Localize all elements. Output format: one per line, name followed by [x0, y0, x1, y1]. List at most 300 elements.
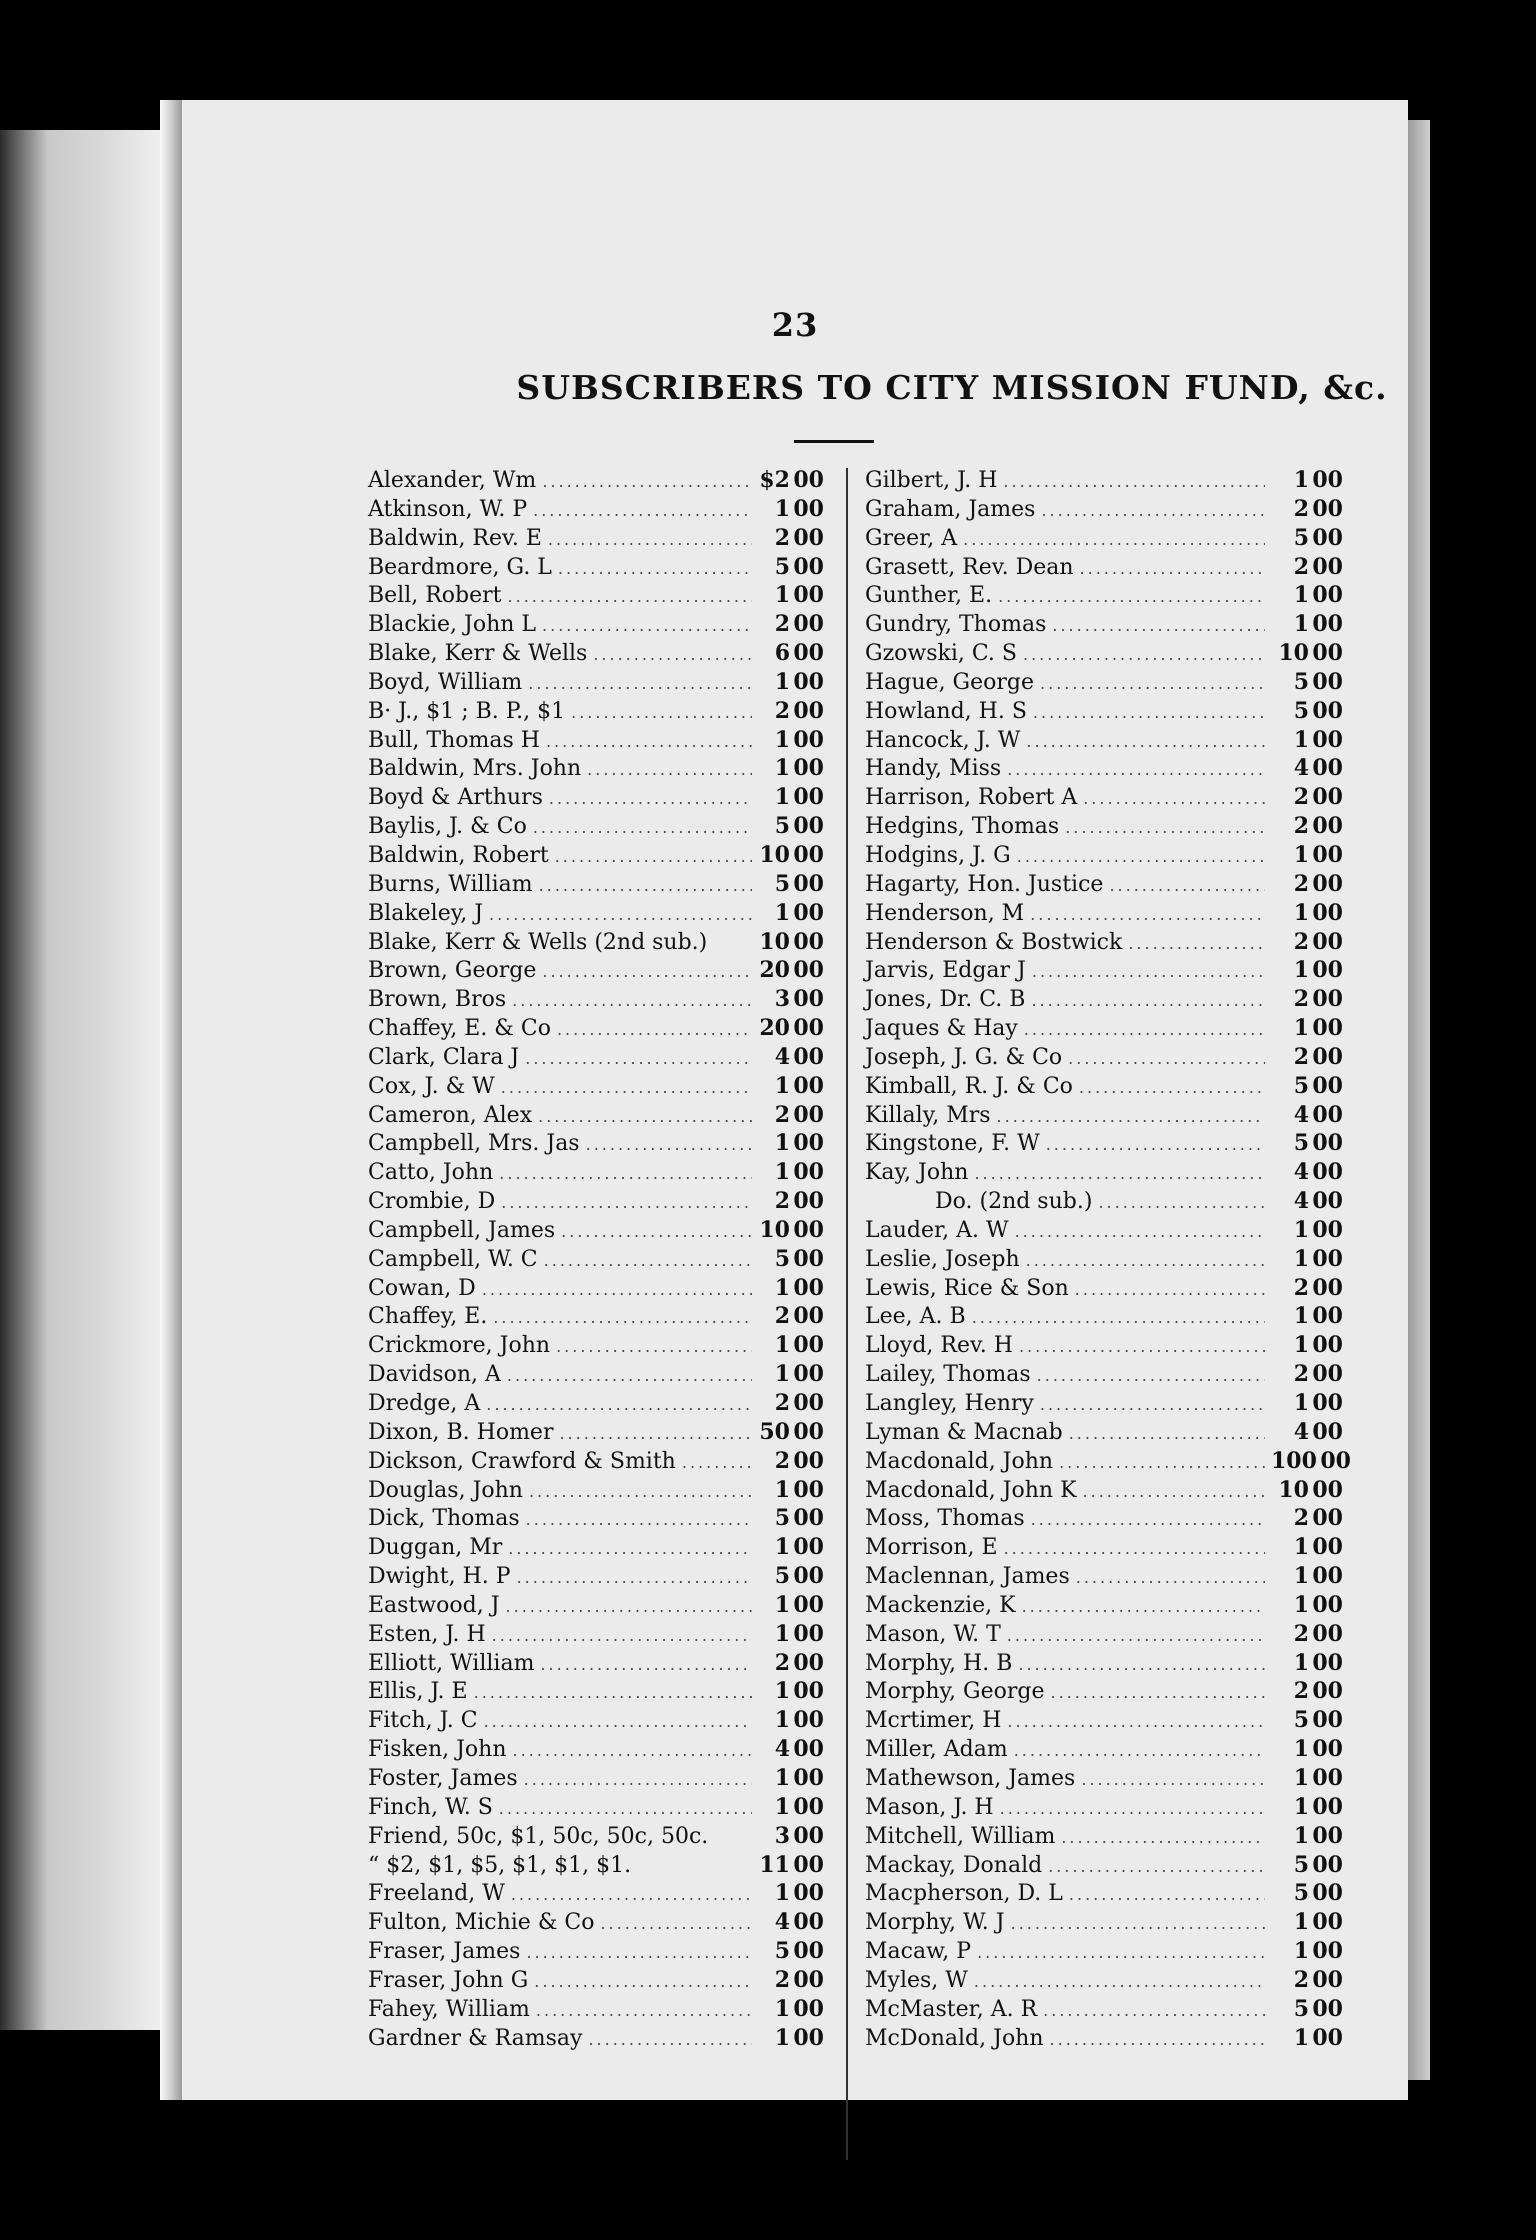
amount-dollars: 1	[1293, 957, 1309, 984]
amount-dollars: 5	[1293, 1851, 1309, 1878]
leader-dots	[1043, 1997, 1265, 2026]
amount-dollars: 5	[1293, 1995, 1309, 2022]
subscriber-name: Morphy, H. B	[865, 1650, 1013, 1676]
amount-dollars: 10	[759, 1216, 790, 1243]
leader-dots	[508, 583, 752, 612]
subscription-amount	[1271, 1274, 1343, 1303]
leader-dots	[493, 1304, 752, 1333]
amount-dollars: 1	[774, 1793, 790, 1820]
amount-dollars: 10	[1278, 640, 1309, 667]
amount-cents: 00	[1312, 1591, 1343, 1618]
amount-dollars: 5	[1293, 697, 1309, 724]
subscription-amount	[758, 581, 824, 610]
subscriber-name: Campbell, James	[368, 1217, 556, 1243]
amount-cents: 00	[1312, 1159, 1343, 1186]
leader-dots	[474, 1679, 752, 1708]
amount-dollars: 1	[774, 1274, 790, 1301]
amount-cents: 00	[1312, 582, 1343, 609]
amount-cents: 00	[1312, 928, 1343, 955]
subscriber-row	[865, 1591, 1343, 1620]
subscriber-row	[865, 1620, 1343, 1649]
subscription-amount	[1271, 1677, 1343, 1706]
amount-dollars: 1	[1293, 1563, 1309, 1590]
subscriber-name: Handy, Miss	[865, 756, 1002, 782]
subscriber-name: Do. (2nd sub.)	[935, 1189, 1093, 1215]
amount-cents: 00	[1312, 1851, 1343, 1878]
leader-dots	[1061, 1824, 1265, 1853]
subscription-amount	[1271, 1937, 1343, 1966]
subscriber-name: Hodgins, J. G	[865, 842, 1011, 868]
amount-cents: 00	[1312, 640, 1343, 667]
subscription-amount	[1271, 1706, 1343, 1735]
amount-cents: 00	[793, 1216, 824, 1243]
amount-cents: 00	[793, 1332, 824, 1359]
subscriber-name: Baldwin, Mrs. John	[368, 756, 582, 782]
amount-dollars: $2	[759, 467, 790, 493]
amount-cents: 00	[1312, 1188, 1343, 1215]
leader-dots	[1068, 1045, 1265, 1074]
subscriber-row	[865, 1418, 1343, 1447]
subscriber-row	[368, 1966, 824, 1995]
amount-cents: 00	[1312, 1764, 1343, 1791]
subscriber-row	[865, 1908, 1343, 1937]
subscriber-row	[865, 524, 1343, 553]
amount-cents: 00	[1312, 1649, 1343, 1676]
subscriber-row	[368, 1764, 824, 1793]
leader-dots	[501, 1189, 752, 1218]
amount-dollars: 2	[1293, 784, 1309, 811]
leader-dots	[1069, 1420, 1265, 1449]
leader-dots	[536, 1997, 752, 2026]
subscriber-name: McMaster, A. R	[865, 1996, 1038, 2022]
amount-dollars: 5	[774, 1563, 790, 1590]
subscription-amount	[758, 2024, 824, 2053]
amount-cents: 00	[793, 611, 824, 638]
subscription-amount	[1271, 1331, 1343, 1360]
leader-dots	[1003, 468, 1265, 497]
amount-dollars: 1	[1293, 1390, 1309, 1416]
amount-cents: 00	[793, 899, 824, 926]
subscriber-row	[368, 1302, 824, 1331]
subscriber-name: Blake, Kerr & Wells (2nd sub.)	[368, 929, 708, 955]
subscriber-row	[865, 956, 1343, 985]
amount-dollars: 1	[1293, 1793, 1309, 1820]
subscriber-name: Bell, Robert	[368, 583, 502, 609]
amount-cents: 00	[1312, 841, 1343, 868]
subscriber-name: Gunther, E.	[865, 583, 993, 609]
amount-cents: 00	[1312, 1707, 1343, 1734]
title-rule	[794, 440, 874, 443]
leader-dots	[533, 814, 752, 843]
amount-dollars: 1	[1293, 467, 1309, 493]
leader-dots	[529, 1478, 752, 1507]
subscription-amount	[1271, 1129, 1343, 1158]
amount-dollars: 1	[774, 1476, 790, 1503]
amount-cents: 00	[793, 1159, 824, 1186]
leader-dots	[588, 2026, 752, 2055]
subscriber-row	[865, 1216, 1343, 1245]
amount-dollars: 100	[1271, 1447, 1317, 1474]
leader-dots	[1007, 756, 1265, 785]
subscriber-name: Hagarty, Hon. Justice	[865, 871, 1104, 897]
leader-dots	[525, 1045, 752, 1074]
subscriber-row	[368, 1562, 824, 1591]
amount-dollars: 1	[1293, 1015, 1309, 1042]
subscriber-name: Hedgins, Thomas	[865, 814, 1060, 840]
subscription-amount	[758, 1822, 824, 1851]
subscriber-name: Gzowski, C. S	[865, 641, 1017, 667]
subscriber-row	[368, 1476, 824, 1505]
subscription-amount	[1271, 1879, 1343, 1908]
leader-dots	[1007, 1708, 1265, 1737]
leader-dots	[1079, 1074, 1265, 1103]
subscriber-name: Jarvis, Edgar J	[865, 958, 1026, 984]
amount-dollars: 5	[774, 813, 790, 840]
amount-cents: 00	[793, 582, 824, 609]
subscription-amount	[758, 1043, 824, 1072]
amount-dollars: 4	[1293, 1101, 1309, 1128]
subscriber-name: Catto, John	[368, 1160, 494, 1186]
amount-dollars: 1	[774, 1678, 790, 1705]
amount-cents: 00	[793, 1966, 824, 1993]
subscription-amount	[1271, 1072, 1343, 1101]
amount-dollars: 5	[774, 1938, 790, 1965]
subscriber-name: Blake, Kerr & Wells	[368, 641, 588, 667]
amount-cents: 00	[793, 841, 824, 868]
amount-cents: 00	[1312, 467, 1343, 493]
subscriber-name: Kingstone, F. W	[865, 1131, 1040, 1157]
leader-dots	[1080, 555, 1265, 584]
leader-dots	[542, 612, 752, 641]
leader-dots	[974, 1968, 1265, 1997]
subscriber-row	[865, 754, 1343, 783]
leader-dots	[499, 1160, 752, 1189]
subscriber-name: Cameron, Alex	[368, 1102, 533, 1128]
subscription-amount	[1271, 668, 1343, 697]
subscriber-row	[368, 1418, 824, 1447]
amount-cents: 00	[1312, 1880, 1343, 1907]
subscriber-name: Lyman & Macnab	[865, 1419, 1063, 1445]
subscriber-row	[368, 2024, 824, 2053]
subscriber-row	[368, 1677, 824, 1706]
subscriber-row	[368, 639, 824, 668]
subscription-amount	[1271, 1476, 1343, 1505]
subscriber-row	[865, 1851, 1343, 1880]
amount-cents: 00	[793, 1591, 824, 1618]
subscriber-row	[368, 841, 824, 870]
subscriber-name: Fitch, J. C	[368, 1708, 478, 1734]
subscription-amount	[1271, 1735, 1343, 1764]
subscriber-name: Dredge, A	[368, 1391, 481, 1416]
subscriber-row	[865, 495, 1343, 524]
subscription-amount	[758, 1014, 824, 1043]
leader-dots	[546, 728, 752, 757]
subscriber-row	[865, 1995, 1343, 2024]
subscriber-row	[865, 639, 1343, 668]
subscriber-row	[865, 1389, 1343, 1418]
subscriber-row	[368, 812, 824, 841]
subscription-amount	[758, 754, 824, 783]
subscriber-name: Fraser, James	[368, 1939, 521, 1965]
amount-cents: 00	[1320, 1447, 1351, 1474]
subscription-amount	[758, 1245, 824, 1274]
amount-cents: 00	[1312, 1678, 1343, 1705]
amount-cents: 00	[793, 1274, 824, 1301]
amount-dollars: 50	[759, 1418, 790, 1445]
leader-dots	[513, 1737, 753, 1766]
subscriber-name: Grasett, Rev. Dean	[865, 554, 1074, 580]
subscription-amount	[1271, 870, 1343, 899]
amount-dollars: 1	[1293, 2024, 1309, 2051]
subscriber-row	[368, 1649, 824, 1678]
leader-dots	[544, 1247, 752, 1276]
subscriber-name: Alexander, Wm	[368, 468, 537, 493]
subscriber-row	[368, 783, 824, 812]
subscriber-row	[368, 985, 824, 1014]
amount-dollars: 2	[1293, 1678, 1309, 1705]
subscriber-name: Eastwood, J	[368, 1592, 500, 1618]
amount-dollars: 1	[774, 1880, 790, 1907]
subscriber-name: Morrison, E	[865, 1535, 998, 1561]
subscriber-name: Leslie, Joseph	[865, 1246, 1020, 1272]
subscription-amount	[1271, 1908, 1343, 1937]
amount-dollars: 5	[774, 870, 790, 897]
subscriber-name: Langley, Henry	[865, 1391, 1034, 1416]
subscriber-row	[368, 1879, 824, 1908]
page-edge-right	[1408, 120, 1430, 2080]
amount-dollars: 1	[1293, 1216, 1309, 1243]
subscription-amount	[1271, 985, 1343, 1014]
leader-dots	[1030, 901, 1265, 930]
leader-dots	[1083, 1478, 1265, 1507]
subscriber-name: Macaw, P	[865, 1939, 972, 1965]
subscriber-row	[368, 1158, 824, 1187]
amount-cents: 00	[793, 1505, 824, 1532]
leader-dots	[517, 1564, 752, 1593]
subscription-amount	[758, 1360, 824, 1389]
subscriber-row	[865, 1245, 1343, 1274]
subscriber-row	[368, 668, 824, 697]
subscription-amount	[1271, 524, 1343, 553]
leader-dots	[1109, 872, 1265, 901]
amount-dollars: 2	[774, 1303, 790, 1330]
subscription-amount	[1271, 581, 1343, 610]
document-page	[182, 100, 1408, 2100]
subscriber-name: Maclennan, James	[865, 1564, 1070, 1590]
subscriber-name: Clark, Clara J	[368, 1044, 520, 1070]
leader-dots	[977, 1939, 1265, 1968]
amount-dollars: 3	[774, 1822, 790, 1849]
amount-cents: 00	[793, 1418, 824, 1445]
subscription-amount	[1271, 553, 1343, 582]
amount-cents: 00	[793, 726, 824, 753]
amount-dollars: 2	[774, 1447, 790, 1474]
subscriber-name: Beardmore, G. L	[368, 554, 552, 580]
subscriber-name: Dick, Thomas	[368, 1506, 520, 1532]
leader-dots	[1015, 1218, 1265, 1247]
subscription-amount	[758, 1476, 824, 1505]
amount-cents: 00	[1312, 1101, 1343, 1128]
amount-cents: 00	[1312, 1072, 1343, 1099]
subscriber-row	[865, 1129, 1343, 1158]
subscription-amount	[758, 1418, 824, 1447]
amount-cents: 00	[1312, 524, 1343, 551]
subscription-amount	[1271, 697, 1343, 726]
subscriber-name: Ellis, J. E	[368, 1679, 468, 1705]
leader-dots	[1076, 1564, 1265, 1593]
subscriber-name: Mcrtimer, H	[865, 1708, 1002, 1734]
subscriber-row	[865, 1937, 1343, 1966]
subscriber-row	[368, 1072, 824, 1101]
leader-dots	[559, 1420, 752, 1449]
amount-dollars: 2	[1293, 1505, 1309, 1532]
subscriber-name: Chaffey, E. & Co	[368, 1016, 551, 1042]
subscriber-row	[865, 870, 1343, 899]
amount-dollars: 1	[774, 1159, 790, 1186]
subscriber-name: Mackay, Donald	[865, 1852, 1043, 1878]
subscriber-row	[865, 466, 1343, 495]
subscriber-row	[368, 466, 824, 495]
leader-dots	[1018, 1651, 1265, 1680]
subscription-amount	[1271, 1043, 1343, 1072]
subscriber-name: Henderson, M	[865, 900, 1025, 926]
leader-dots	[1051, 1679, 1266, 1708]
amount-cents: 00	[1312, 1938, 1343, 1965]
subscription-amount	[1271, 1966, 1343, 1995]
subscriber-row	[865, 1966, 1343, 1995]
amount-dollars: 2	[1293, 495, 1309, 522]
leader-dots	[482, 1276, 752, 1305]
page-title: SUBSCRIBERS TO CITY MISSION FUND, &c.	[516, 368, 1388, 407]
amount-cents: 00	[793, 697, 824, 724]
amount-dollars: 5	[774, 1505, 790, 1532]
subscription-amount	[758, 1764, 824, 1793]
subscriber-name: Boyd & Arthurs	[368, 785, 543, 811]
amount-cents: 00	[1312, 1909, 1343, 1936]
amount-cents: 00	[1312, 1130, 1343, 1157]
subscriber-name: Morphy, George	[865, 1679, 1045, 1705]
subscriber-row	[865, 1706, 1343, 1735]
subscriber-row	[368, 754, 824, 783]
subscription-amount	[758, 956, 824, 985]
amount-dollars: 5	[1293, 524, 1309, 551]
subscriber-row	[368, 1735, 824, 1764]
subscriber-row	[368, 899, 824, 928]
amount-dollars: 1	[1293, 899, 1309, 926]
amount-dollars: 1	[774, 755, 790, 782]
amount-cents: 00	[1312, 784, 1343, 811]
subscriber-row	[368, 1389, 824, 1418]
subscription-amount	[758, 1677, 824, 1706]
amount-cents: 00	[1312, 668, 1343, 695]
amount-dollars: 6	[774, 640, 790, 667]
amount-cents: 00	[1312, 1245, 1343, 1272]
amount-dollars: 1	[774, 784, 790, 811]
amount-cents: 00	[793, 1736, 824, 1763]
amount-dollars: 1	[774, 1361, 790, 1388]
amount-cents: 00	[793, 784, 824, 811]
amount-dollars: 2	[774, 1649, 790, 1676]
amount-cents: 00	[1312, 1563, 1343, 1590]
subscription-amount	[758, 1851, 824, 1880]
subscriber-row	[368, 1995, 824, 2024]
subscriber-row	[368, 1274, 824, 1303]
amount-dollars: 1	[774, 1620, 790, 1647]
subscriber-row	[865, 1187, 1343, 1216]
amount-cents: 00	[793, 1764, 824, 1791]
subscriber-name: Jaques & Hay	[865, 1016, 1018, 1042]
amount-cents: 00	[1312, 1505, 1343, 1532]
amount-dollars: 5	[774, 1245, 790, 1272]
amount-cents: 00	[793, 870, 824, 897]
amount-dollars: 4	[774, 1043, 790, 1070]
amount-dollars: 2	[774, 1966, 790, 1993]
subscriber-name: Kimball, R. J. & Co	[865, 1073, 1073, 1099]
subscriber-row	[368, 1216, 824, 1245]
subscription-amount	[1271, 754, 1343, 783]
subscriber-name: Lloyd, Rev. H	[865, 1333, 1013, 1359]
subscriber-name: Crickmore, John	[368, 1333, 551, 1359]
subscription-amount	[758, 726, 824, 755]
amount-cents: 00	[1312, 1736, 1343, 1763]
subscription-amount	[758, 1995, 824, 2024]
subscriber-name: Fahey, William	[368, 1996, 530, 2022]
subscriber-row	[865, 1764, 1343, 1793]
amount-cents: 00	[1312, 495, 1343, 522]
subscription-amount	[1271, 1447, 1351, 1476]
amount-dollars: 2	[1293, 1966, 1309, 1993]
facing-page-edge	[0, 130, 160, 2030]
subscription-amount	[1271, 1187, 1343, 1216]
amount-cents: 00	[1312, 1303, 1343, 1330]
subscription-amount	[758, 495, 824, 524]
leader-dots	[1031, 1506, 1265, 1535]
amount-cents: 00	[793, 668, 824, 695]
leader-dots	[682, 1449, 752, 1478]
subscription-amount	[758, 466, 824, 495]
subscriber-name: Dixon, B. Homer	[368, 1419, 554, 1445]
amount-cents: 00	[793, 467, 824, 493]
subscriber-name: Freeland, W	[368, 1881, 505, 1907]
subscription-amount	[758, 841, 824, 870]
amount-cents: 00	[793, 495, 824, 522]
amount-dollars: 4	[1293, 1418, 1309, 1445]
subscriber-name: Graham, James	[865, 496, 1036, 522]
subscriber-name: Hancock, J. W	[865, 727, 1021, 753]
subscription-amount	[758, 1620, 824, 1649]
amount-dollars: 4	[774, 1736, 790, 1763]
amount-dollars: 1	[774, 726, 790, 753]
subscriber-name: Macdonald, John	[865, 1448, 1054, 1474]
amount-dollars: 2	[1293, 986, 1309, 1013]
amount-cents: 00	[1312, 1361, 1343, 1388]
amount-cents: 00	[793, 1678, 824, 1705]
subscription-amount	[758, 1072, 824, 1101]
subscriber-name: Greer, A	[865, 525, 958, 551]
subscription-amount	[758, 1706, 824, 1735]
subscription-amount	[758, 639, 824, 668]
amount-dollars: 2	[774, 524, 790, 551]
amount-cents: 00	[793, 1130, 824, 1157]
leader-dots	[486, 1391, 752, 1420]
subscriber-name: Burns, William	[368, 871, 533, 897]
amount-cents: 00	[793, 986, 824, 1013]
amount-cents: 00	[1312, 1043, 1343, 1070]
amount-dollars: 4	[1293, 1188, 1309, 1215]
amount-dollars: 2	[774, 1390, 790, 1416]
subscription-amount	[758, 1129, 824, 1158]
leader-dots	[1075, 1276, 1265, 1305]
